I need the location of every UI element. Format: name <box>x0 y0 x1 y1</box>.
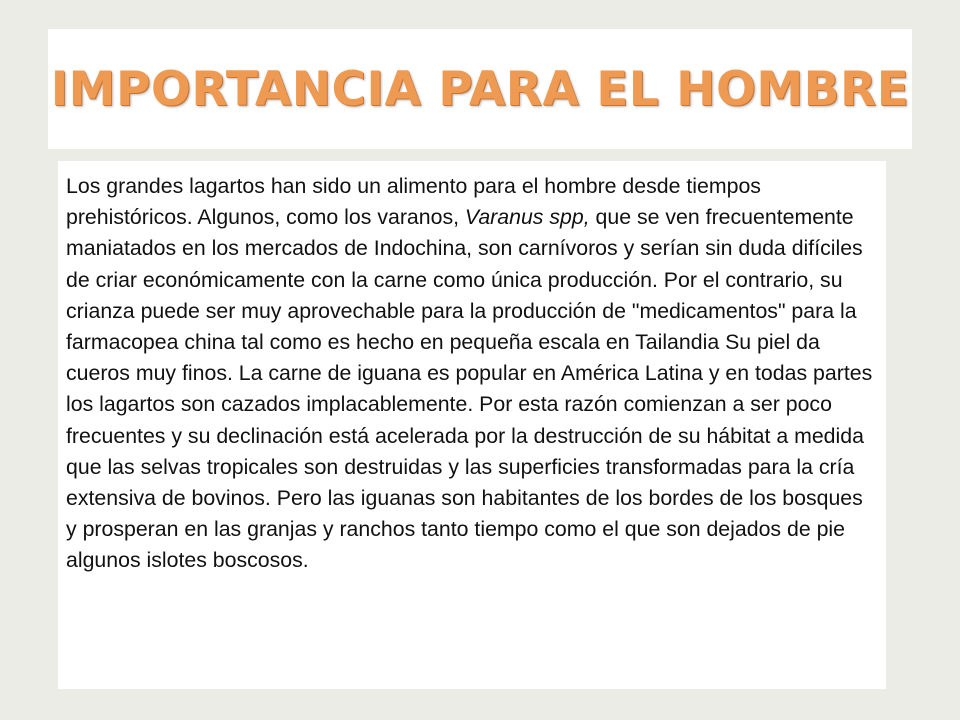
body-text-intro: Los grandes lagartos han sido un alimento para el hombre desde tiempos prehistóricos. Algunos, como los varanos, <box>66 174 761 230</box>
body-text-rest: que se ven frecuentemente maniatados en los mercados de Indochina, son carnívoros y serían sin duda difíciles de criar económicamente con la carne como única producción. Por el contrario, su crianza puede ser muy aprovechable para la producción de "medicamentos" para la farmacopea china tal como es hecho en pequeña escala en Tailandia Su piel da cueros muy finos. La carne de iguana es popular en América Latina y en todas partes los lagartos son cazados implacablemente. Por esta razón comienzan a ser poco frecuentes y su declinación está acelerada por la destrucción de su hábitat a medida que las selvas tropicales son destruidas y las superficies transformadas para la cría extensiva de bovinos. Pero las iguanas son habitantes de los bordes de los bosques y prosperan en las granjas y ranchos tanto tiempo como el que son dejados de pie algunos islotes boscosos. <box>66 205 873 573</box>
title-box <box>48 29 912 149</box>
body-text-box <box>58 161 886 689</box>
slide-title: IMPORTANCIA PARA EL HOMBRE <box>50 61 910 117</box>
body-text-species-name: Varanus spp, <box>464 205 590 230</box>
body-paragraph <box>66 171 878 577</box>
